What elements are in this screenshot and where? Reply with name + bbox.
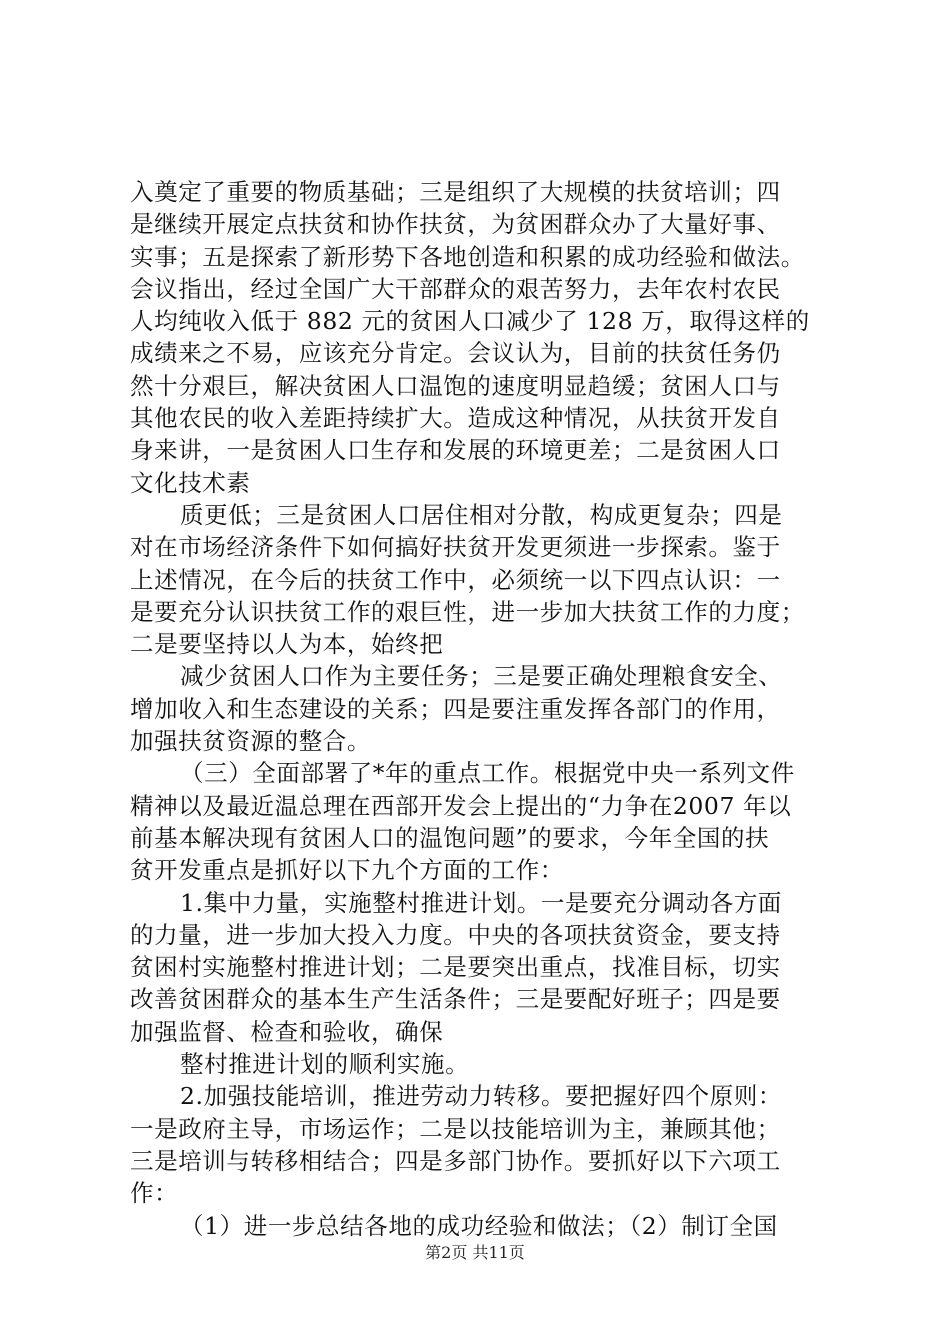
text-line: 是要充分认识扶贫工作的艰巨性，进一步加大扶贫工作的力度； bbox=[130, 597, 805, 626]
text-line: 二是要坚持以人为本，始终把 bbox=[130, 630, 444, 659]
text-line: 人均纯收入低于 882 元的贫困人口减少了 128 万，取得这样的 bbox=[130, 307, 810, 336]
text-line: 质更低；三是贫困人口居住相对分散，构成更复杂；四是 bbox=[180, 500, 783, 529]
text-line: 是继续开展定点扶贫和协作扶贫，为贫困群众办了大量好事、 bbox=[130, 210, 781, 239]
text-line: 增加收入和生态建设的关系；四是要注重发挥各部门的作用， bbox=[130, 694, 781, 723]
text-line: 2.加强技能培训，推进劳动力转移。要把握好四个原则： bbox=[180, 1082, 783, 1111]
text-line: 身来讲，一是贫困人口生存和发展的环境更差；二是贫困人口 bbox=[130, 436, 781, 465]
body-text bbox=[130, 176, 830, 1242]
text-line: 入奠定了重要的物质基础；三是组织了大规模的扶贫培训；四 bbox=[130, 178, 781, 206]
text-line: 的力量，进一步加大投入力度。中央的各项扶贫资金，要支持 bbox=[130, 920, 781, 949]
text-line: 三是培训与转移相结合；四是多部门协作。要抓好以下六项工 bbox=[130, 1146, 781, 1175]
text-line: 前基本解决现有贫困人口的温饱问题”的要求，今年全国的扶 bbox=[130, 823, 770, 852]
text-line: （1）进一步总结各地的成功经验和做法；（2）制订全国 bbox=[180, 1211, 778, 1240]
text-line: 然十分艰巨，解决贫困人口温饱的速度明显趋缓；贫困人口与 bbox=[130, 371, 781, 400]
text-line: 成绩来之不易，应该充分肯定。会议认为，目前的扶贫任务仍 bbox=[130, 339, 781, 368]
text-line: 改善贫困群众的基本生产生活条件；三是要配好班子；四是要 bbox=[130, 985, 781, 1014]
text-line: 整村推进计划的顺利实施。 bbox=[180, 1050, 470, 1079]
text-line: 精神以及最近温总理在西部开发会上提出的“力争在2007 年以 bbox=[130, 791, 792, 820]
text-line: 贫开发重点是抓好以下九个方面的工作： bbox=[130, 856, 564, 885]
text-line: 上述情况，在今后的扶贫工作中，必须统一以下四点认识：一 bbox=[130, 565, 781, 594]
text-line: 作： bbox=[130, 1179, 179, 1208]
text-line: 贫困村实施整村推进计划；二是要突出重点，找准目标，切实 bbox=[130, 953, 781, 982]
text-line: 加强扶贫资源的整合。 bbox=[130, 727, 371, 756]
text-line: 加强监督、检查和验收，确保 bbox=[130, 1017, 444, 1046]
page-footer: 第2页 共11页 bbox=[425, 1243, 525, 1262]
text-line: 会议指出，经过全国广大干部群众的艰苦努力，去年农村农民 bbox=[130, 274, 781, 303]
text-line: 实事；五是探索了新形势下各地创造和积累的成功经验和做法。 bbox=[130, 242, 805, 271]
text-line: 文化技术素 bbox=[130, 468, 251, 497]
text-line: （三）全面部署了*年的重点工作。根据党中央一系列文件 bbox=[180, 759, 795, 788]
text-line: 其他农民的收入差距持续扩大。造成这种情况，从扶贫开发自 bbox=[130, 404, 781, 433]
text-line: 对在市场经济条件下如何搞好扶贫开发更须进一步探索。鉴于 bbox=[130, 533, 781, 562]
text-line: 1.集中力量，实施整村推进计划。一是要充分调动各方面 bbox=[180, 888, 783, 917]
text-line: 一是政府主导，市场运作；二是以技能培训为主，兼顾其他； bbox=[130, 1114, 781, 1143]
text-line: 减少贫困人口作为主要任务；三是要正确处理粮食安全、 bbox=[180, 662, 783, 691]
